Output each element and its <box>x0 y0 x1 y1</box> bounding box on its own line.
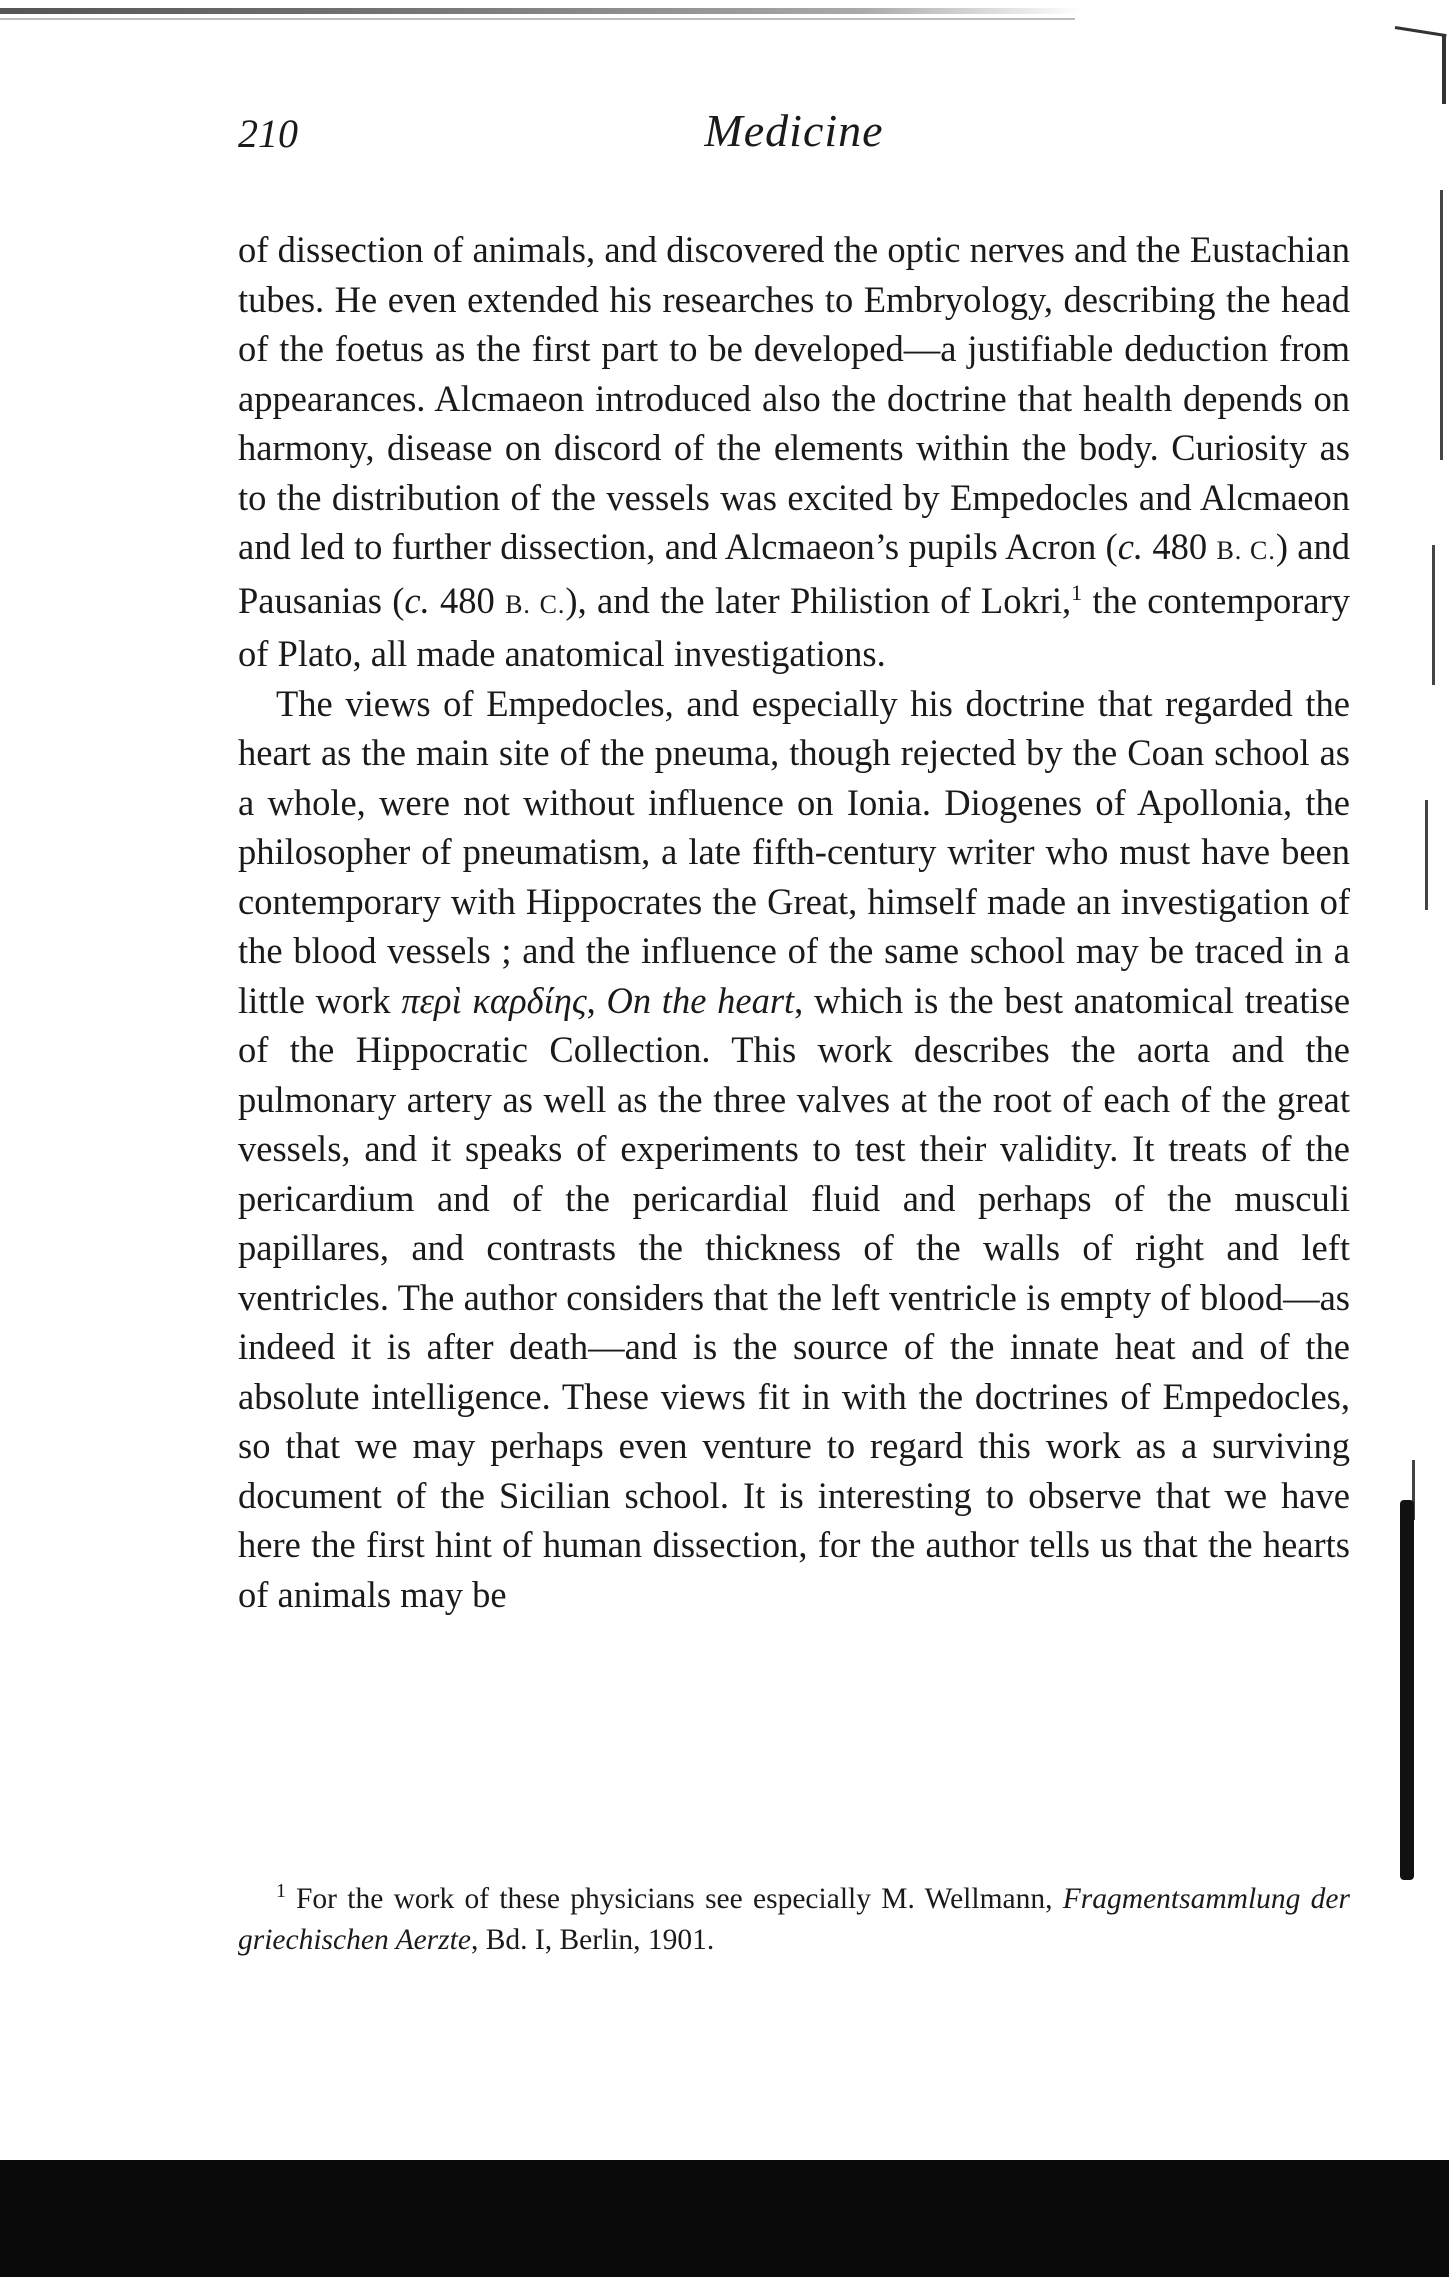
text-run: ) and Pausanias ( <box>238 526 1351 621</box>
italic-text: Fragmentsammlung der griechischen Aerzte <box>238 1883 1350 1956</box>
text-run: of dissection of animals, and discovered the optic nerves and the Eustachian tubes. He even extended his researches to Embryology, describing the head of the foetus as the first part to be developed—a justifiable deduction from appearances. Alcmaeon introduced also the doctrine that health depends on harmony, disease on discord of the elements within the body. Curiosity as to the distribution of the vessels was excited by Empedocles and Alcmaeon and led to further dissection, and Alcmaeon’s pupils Acron ( <box>238 229 1350 567</box>
page-corner-mark-vertical <box>1442 34 1446 104</box>
text-run: the contemporary of Plato, all made anatomical investigations. <box>238 579 1351 674</box>
footnote-mark: 1 <box>276 1880 286 1903</box>
page-header <box>238 100 1350 170</box>
paragraph <box>238 225 1350 679</box>
scan-top-edge <box>0 8 1080 14</box>
text-run: For the work of these physicians see especially M. Wellmann, <box>296 1883 1063 1915</box>
italic-text: c. <box>1117 526 1144 567</box>
text-run: ), and the later Philistion of Lokri, <box>565 579 1072 621</box>
page-number: 210 <box>238 111 298 156</box>
footnote <box>238 1879 1350 1961</box>
text-run: 480 <box>1143 526 1217 567</box>
italic-text: περὶ καρδίης <box>401 979 587 1021</box>
text-run: The views of Empedocles, and especially his doctrine that regarded the heart as the main site of the pneuma, though rejected by the Coan school as a whole, were not without influence on Ionia. Diogenes of Apollonia, the philosopher of pneumatism, a late fifth-century writer who must have been contemporary with Hippocrates the Great, himself made an investigation of the blood vessels ; and the influence of the same school may be traced in a little work <box>238 682 1350 1021</box>
small-caps-text: B. C. <box>1216 536 1276 565</box>
scan-top-rule <box>0 18 1075 20</box>
body-text <box>238 225 1350 1619</box>
small-caps-text: B. C. <box>505 589 566 619</box>
footnote-reference: 1 <box>1071 579 1083 605</box>
text-run: , Bd. I, Berlin, 1901. <box>470 1924 715 1956</box>
italic-text: c. <box>404 579 430 621</box>
italic-text: On the heart <box>606 979 795 1021</box>
paragraph <box>238 679 1350 1620</box>
scan-bottom-band <box>0 2160 1449 2277</box>
page-corner-mark <box>1395 26 1447 37</box>
text-run: , which is the best anatomical treatise of the Hippocratic Collection. This work describes the aorta and the pulmonary artery as well as the three valves at the root of each of the great vessels, and it speaks of experiments to test their validity. It treats of the pericardium and of the pericardial fluid and perhaps of the musculi papillares, and contrasts the thickness of the walls of right and left ventricles. The author considers that the left ventricle is empty of blood—as indeed it is after death—and is the source of the innate heat and of the absolute intelligence. These views fit in with the doctrines of Empedocles, so that we may perhaps even venture to regard this work as a surviving document of the Sicilian school. It is interesting to observe that we have here the first hint of human dissection, for the author tells us that the hearts of animals may be <box>238 979 1351 1615</box>
page-edge-dark-band <box>1400 1500 1414 1880</box>
page-edge-shadow <box>1440 190 1443 460</box>
page-edge-shadow <box>1432 545 1435 685</box>
text-run: 480 <box>429 579 506 621</box>
running-head: Medicine <box>704 105 884 156</box>
text-run: , <box>586 979 607 1021</box>
page-edge-shadow <box>1425 800 1428 910</box>
